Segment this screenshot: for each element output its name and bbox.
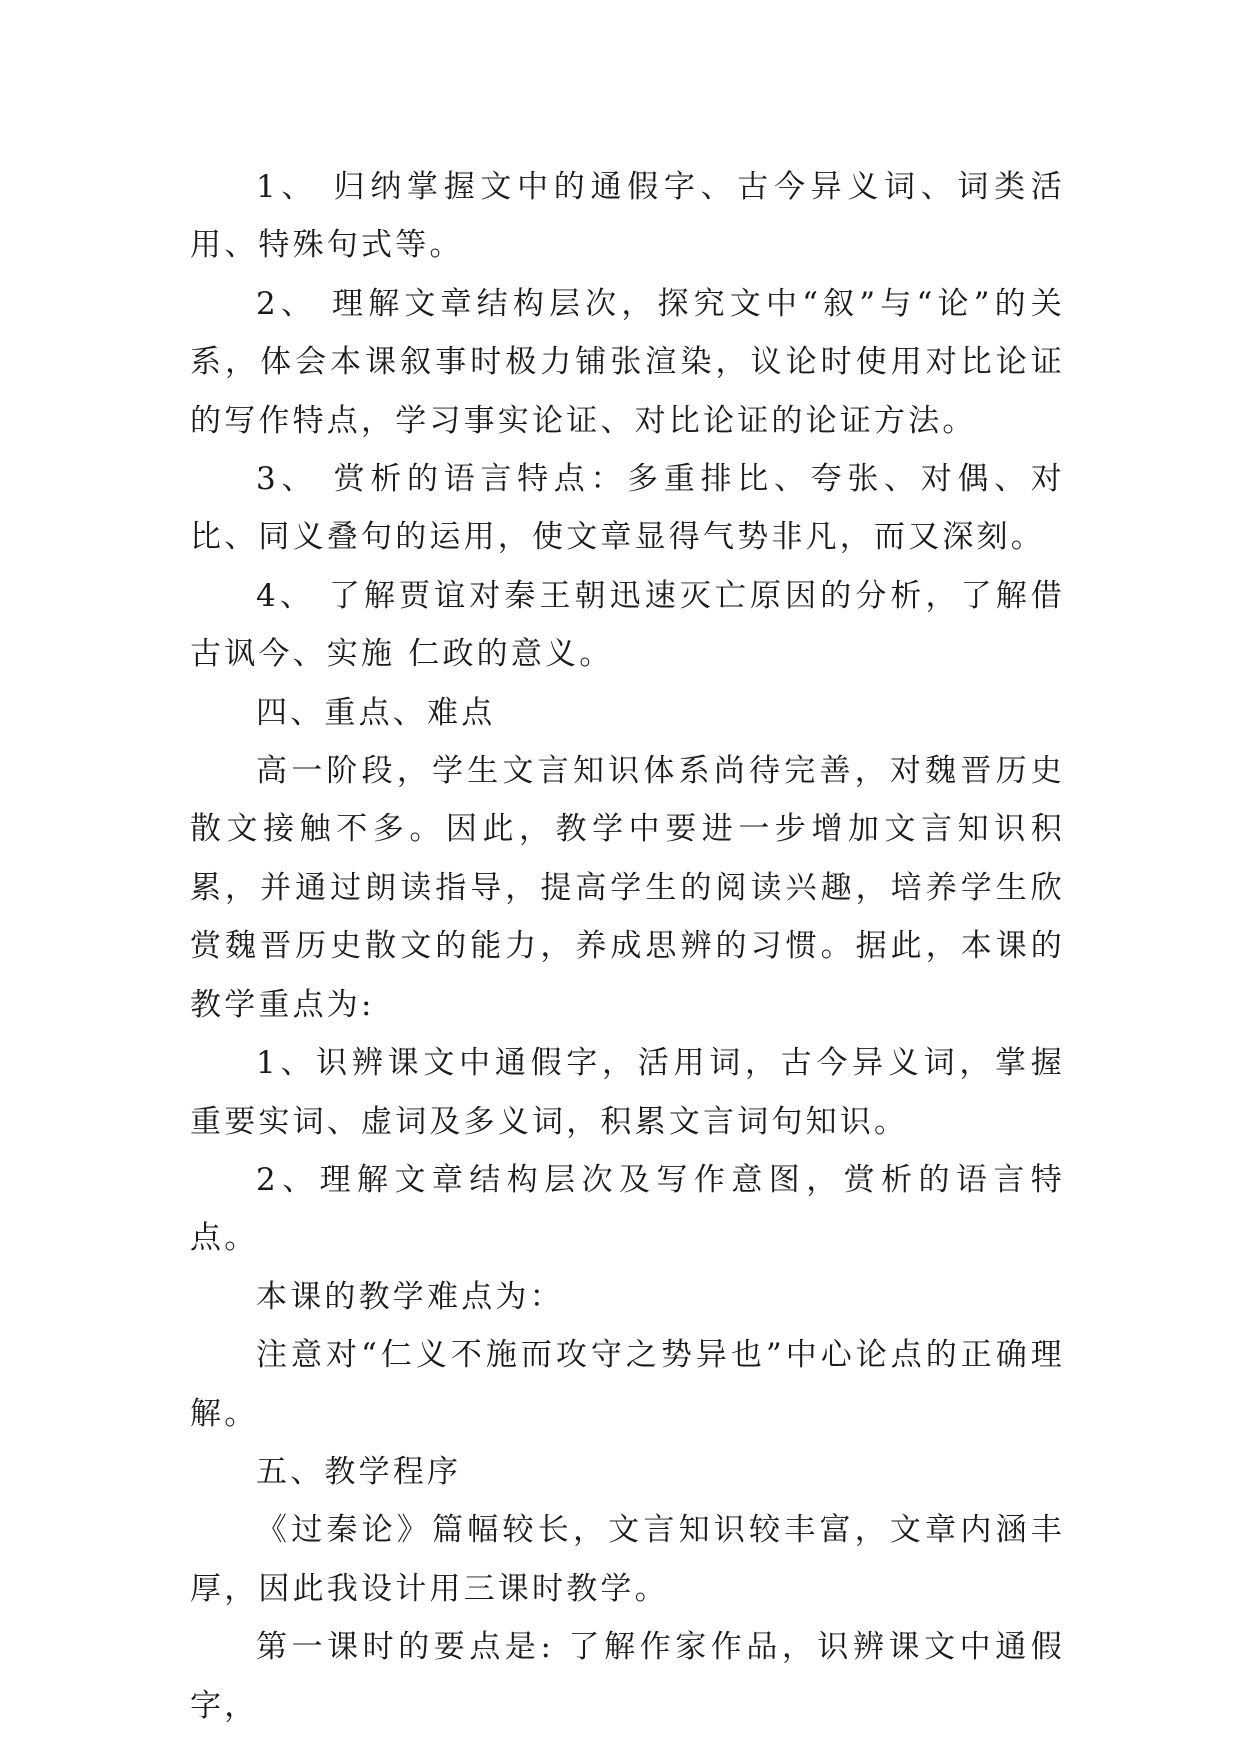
paragraph: 4、 了解贾谊对秦王朝迅速灭亡原因的分析，了解借古讽今、实施 仁政的意义。 [190, 577, 1065, 673]
paragraph: 1、识辨课文中通假字，活用词，古今异义词，掌握重要实词、虚词及多义词，积累文言词句知识。 [190, 1045, 1065, 1140]
paragraph: 《过秦论》篇幅较长，文言知识较丰富，文章内涵丰厚，因此我设计用三课时教学。 [190, 1512, 1065, 1607]
paragraph: 第一课时的要点是: 了解作家作品，识辨课文中通假字， [190, 1629, 1065, 1724]
paragraph: 3、 赏析的语言特点：多重排比、夸张、对偶、对比、同义叠句的运用，使文章显得气势非凡，而又深刻。 [190, 461, 1065, 556]
paragraph: 2、理解文章结构层次及写作意图，赏析的语言特点。 [190, 1161, 1065, 1257]
paragraph: 2、 理解文章结构层次，探究文中“叙”与“论”的关系，体会本课叙事时极力铺张渲染，议论时使用对比论证的写作特点，学习事实论证、对比论证的论证方法。 [190, 285, 1065, 439]
paragraph: 注意对“仁义不施而攻守之势异也”中心论点的正确理解。 [190, 1337, 1065, 1432]
paragraph: 1、 归纳掌握文中的通假字、古今异义词、词类活用、特殊句式等。 [190, 169, 1065, 264]
paragraph: 本课的教学难点为： [256, 1278, 564, 1315]
paragraph: 高一阶段，学生文言知识体系尚待完善，对魏晋历史散文接触不多。因此，教学中要进一步增加文言知识积累，并通过朗读指导，提高学生的阅读兴趣，培养学生欣赏魏晋历史散文的能力，养成思辨的习惯。据此，本课的教学重点为: [190, 753, 1065, 1023]
section-heading: 五、教学程序 [256, 1453, 462, 1490]
section-heading: 四、重点、难点 [256, 694, 496, 731]
document-body [190, 158, 1065, 1735]
